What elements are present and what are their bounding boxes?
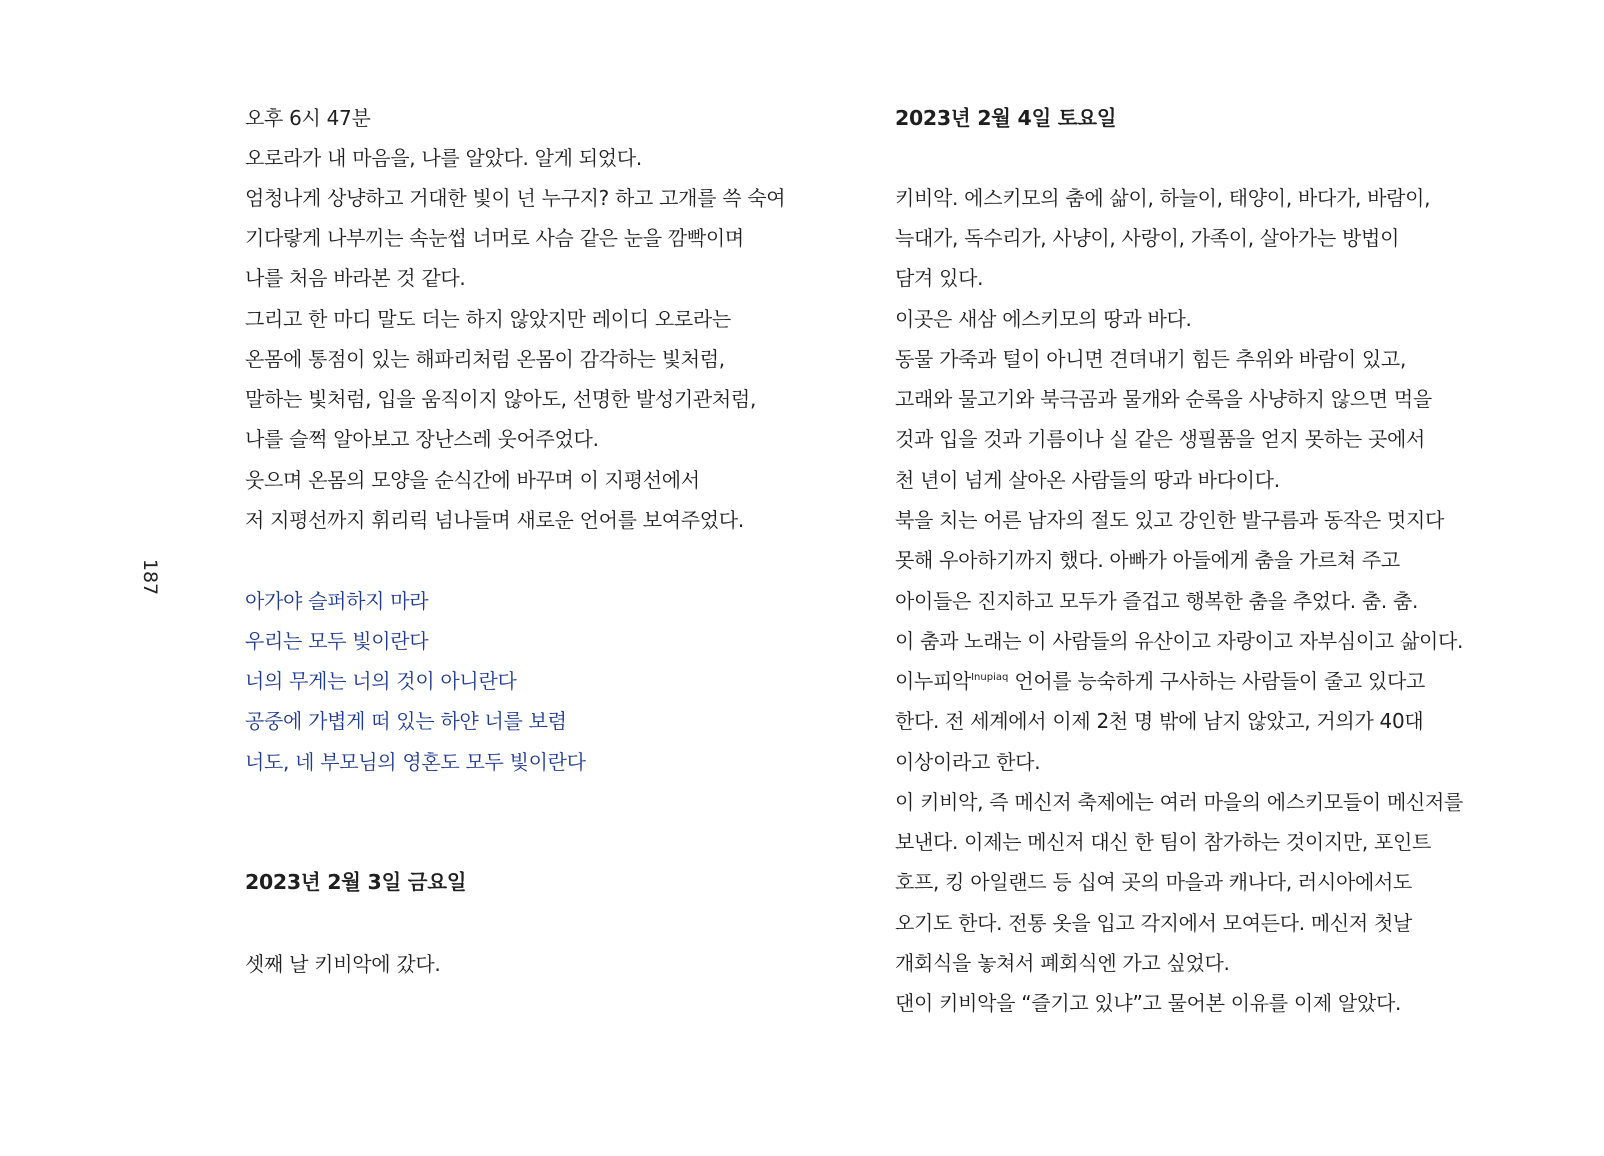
paragraph-line: 아이들은 진지하고 모두가 즐겁고 행복한 춤을 추었다. 춤. 춤. (895, 589, 1419, 613)
inupiaq-korean: 이누피악 (895, 669, 972, 693)
paragraph-line: 나를 처음 바라본 것 같다. (245, 266, 466, 290)
paragraph-line: 키비악. 에스키모의 춤에 삶이, 하늘이, 태양이, 바다가, 바람이, (895, 186, 1431, 210)
paragraph-line: 말하는 빛처럼, 입을 움직이지 않아도, 선명한 발성기관처럼, (245, 387, 756, 411)
poem-line: 너도, 네 부모님의 영혼도 모두 빛이란다 (245, 750, 586, 774)
poem-line: 공중에 가볍게 떠 있는 하얀 너를 보렴 (245, 709, 567, 733)
poem-line: 우리는 모두 빛이란다 (245, 629, 429, 653)
paragraph-line: 북을 치는 어른 남자의 절도 있고 강인한 발구름과 동작은 멋지다 (895, 508, 1445, 532)
paragraph-line: 한다. 전 세계에서 이제 2천 명 밖에 남지 않았고, 거의가 40대 (895, 709, 1424, 733)
paragraph-line: 동물 가죽과 털이 아니면 견뎌내기 힘든 추위와 바람이 있고, (895, 347, 1406, 371)
paragraph-line: 이 춤과 노래는 이 사람들의 유산이고 자랑이고 자부심이고 삶이다. (895, 629, 1464, 653)
paragraph-line: 담겨 있다. (895, 266, 984, 290)
paragraph-line: 이상이라고 한다. (895, 750, 1041, 774)
inupiaq-rest: 언어를 능숙하게 구사하는 사람들이 줄고 있다고 (1008, 669, 1426, 693)
inupiaq-superscript: Inupiaq (971, 672, 1009, 683)
time-heading: 오후 6시 47분 (245, 106, 371, 130)
paragraph-line: 기다랗게 나부끼는 속눈썹 너머로 사슴 같은 눈을 깜빡이며 (245, 226, 744, 250)
paragraph-line: 댄이 키비악을 “즐기고 있냐”고 물어본 이유를 이제 알았다. (895, 991, 1402, 1015)
paragraph-line: 이 키비악, 즉 메신저 축제에는 여러 마을의 에스키모들이 메신저를 (895, 790, 1464, 814)
paragraph-line: 늑대가, 독수리가, 사냥이, 사랑이, 가족이, 살아가는 방법이 (895, 226, 1400, 250)
paragraph-line: 저 지평선까지 휘리릭 넘나들며 새로운 언어를 보여주었다. (245, 508, 744, 532)
paragraph-line: 오로라가 내 마음을, 나를 알았다. 알게 되었다. (245, 146, 642, 170)
paragraph-line: 것과 입을 것과 기름이나 실 같은 생필품을 얻지 못하는 곳에서 (895, 427, 1426, 451)
paragraph-line: 이곳은 새삼 에스키모의 땅과 바다. (895, 307, 1192, 331)
paragraph-line: 개회식을 놓쳐서 폐회식엔 가고 싶었다. (895, 951, 1230, 975)
paragraph-line: 온몸에 통점이 있는 해파리처럼 온몸이 감각하는 빛처럼, (245, 347, 725, 371)
date-heading: 2023년 2월 3일 금요일 (245, 870, 467, 894)
paragraph-line: 천 년이 넘게 살아온 사람들의 땅과 바다이다. (895, 468, 1280, 492)
paragraph-line: 오기도 한다. 전통 옷을 입고 각지에서 모여든다. 메신저 첫날 (895, 911, 1413, 935)
paragraph-line: 엄청나게 상냥하고 거대한 빛이 넌 누구지? 하고 고개를 쓱 숙여 (245, 186, 786, 210)
paragraph-line: 못해 우아하기까지 했다. 아빠가 아들에게 춤을 가르쳐 주고 (895, 548, 1400, 572)
paragraph-line: 셋째 날 키비악에 갔다. (245, 952, 441, 976)
page-number: 187 (139, 558, 161, 596)
paragraph-line: 그리고 한 마디 말도 더는 하지 않았지만 레이디 오로라는 (245, 307, 731, 331)
poem-line: 아가야 슬퍼하지 마라 (245, 589, 429, 613)
paragraph-line: 호프, 킹 아일랜드 등 십여 곳의 마을과 캐나다, 러시아에서도 (895, 870, 1413, 894)
paragraph-line: 웃으며 온몸의 모양을 순식간에 바꾸며 이 지평선에서 (245, 468, 700, 492)
paragraph-line: 고래와 물고기와 북극곰과 물개와 순록을 사냥하지 않으면 먹을 (895, 387, 1432, 411)
paragraph-line: 보낸다. 이제는 메신저 대신 한 팀이 참가하는 것이지만, 포인트 (895, 830, 1432, 854)
poem-line: 너의 무게는 너의 것이 아니란다 (245, 669, 517, 693)
inupiaq-line (895, 669, 1425, 698)
date-heading: 2023년 2월 4일 토요일 (895, 106, 1117, 130)
paragraph-line: 나를 슬쩍 알아보고 장난스레 웃어주었다. (245, 427, 599, 451)
